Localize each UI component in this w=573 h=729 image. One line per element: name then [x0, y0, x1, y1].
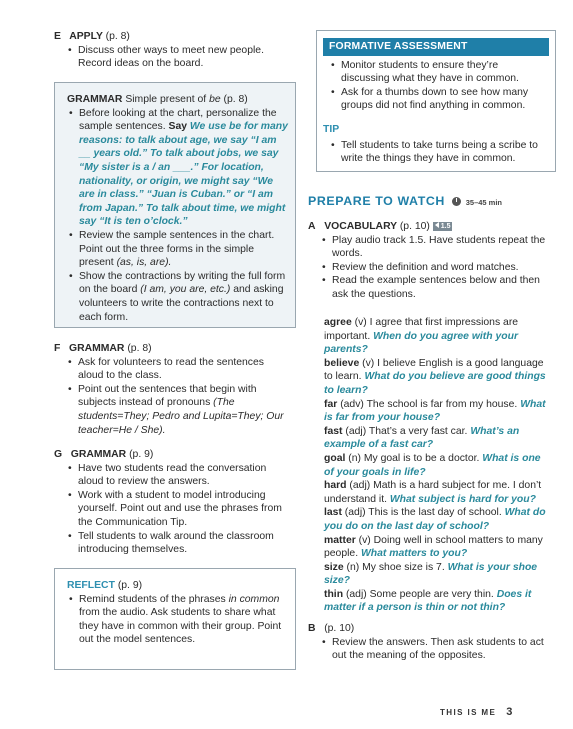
grammar-box-b3-text2: and asking volunteers to write the contractions next to each form. — [79, 284, 284, 323]
grammar-f-list — [54, 356, 290, 438]
tip-title: TIP — [323, 123, 340, 135]
vocab-word: hard — [324, 480, 347, 492]
vocab-pos: (adj) — [349, 480, 371, 492]
vocab-entry — [324, 425, 550, 452]
section-grammar-f — [54, 342, 290, 437]
grammar-box-subtitle: Simple present of — [125, 94, 207, 105]
list-item: • Ask for a thumbs down to see how many groups did not find anything in common. — [317, 86, 549, 113]
vocab-sentence: I believe English is a good language to learn. — [324, 357, 544, 383]
grammar-f-title: GRAMMAR — [69, 343, 125, 354]
grammar-box-b1-text: Before looking at the chart, personalize the sample sentences. — [79, 107, 277, 133]
vocab-sentence: Math is a hard subject for me. I don’t understand it. — [324, 480, 542, 505]
vocab-entry — [324, 534, 550, 561]
grammar-box-quote: We use be for many reasons: to talk about age, we say “I am __ years old.” To talk about jobs, we say “My sister is a / an ___.” For location, nationality, or origin, we might say “We are in class.” “Juan is Cuban.” or “I am from Japan.” To talk about time, we might say “It is ten o’clock.” — [79, 121, 288, 228]
list-item: • Tell students to walk around the classroom introducing themselves. — [54, 530, 290, 557]
vocab-word: size — [324, 561, 344, 573]
section-b — [308, 622, 554, 663]
vocab-sentence: My shoe size is 7. — [362, 561, 445, 573]
vocab-sentence: I agree that first impressions are important. — [324, 317, 519, 342]
section-vocabulary — [308, 220, 554, 302]
apply-page: (p. 8) — [105, 31, 130, 42]
vocab-word: thin — [324, 588, 344, 600]
vocab-word: agree — [324, 317, 352, 328]
vocab-letter: A — [308, 221, 316, 232]
vocab-sentence: That’s a very fast car. — [368, 425, 468, 437]
vocab-pos: (v) — [358, 534, 371, 546]
vocab-title: VOCABULARY — [324, 221, 397, 232]
vocab-question: Does it matter if a person is thin or not thin? — [324, 588, 532, 614]
vocab-entry — [324, 452, 550, 479]
grammar-f-b2-italic: (The students=They; Pedro and Lupita=They; Our teacher=He / She). — [78, 397, 284, 436]
vocab-pos: (adj) — [344, 507, 366, 519]
apply-letter: E — [54, 31, 61, 42]
vocab-sentence: Doing well in school matters to many people. — [324, 534, 543, 560]
b-letter: B — [308, 623, 316, 634]
vocab-pos: (adj) — [345, 588, 367, 600]
b-page: (p. 10) — [324, 623, 355, 634]
vocab-question: What is one of your goals in life? — [324, 452, 541, 478]
grammar-box-b2-text: Review the sample sentences in the chart. Point out the three forms in the simple present — [79, 229, 275, 269]
list-item — [55, 593, 289, 647]
list-item: • Read the example sentences below and then ask the questions. — [308, 274, 554, 301]
grammar-box-heading — [67, 93, 289, 107]
list-item: • Monitor students to ensure they’re discussing what they have in common. — [317, 59, 549, 86]
grammar-box-title: GRAMMAR — [67, 94, 123, 105]
vocab-word: fast — [324, 425, 343, 437]
formative-box — [316, 30, 556, 172]
grammar-g-letter: G — [54, 449, 63, 460]
footer-book-title: THIS IS ME — [440, 708, 497, 717]
vocab-word: goal — [324, 452, 346, 464]
b-list — [308, 636, 554, 663]
list-item — [55, 270, 289, 324]
formative-list — [317, 59, 549, 113]
list-item — [54, 383, 290, 437]
section-grammar-g — [54, 448, 290, 557]
grammar-box-b3-text: Show the contractions by writing the full form on the board — [79, 270, 286, 296]
grammar-g-list — [54, 462, 290, 557]
reflect-box — [54, 568, 296, 670]
reflect-page: (p. 9) — [117, 580, 143, 591]
vocab-heading — [308, 220, 554, 234]
vocab-entry — [324, 479, 550, 506]
vocab-list — [308, 234, 554, 302]
grammar-g-heading — [54, 448, 290, 462]
vocab-entry — [324, 506, 550, 533]
grammar-f-b2-text: Point out the sentences that begin with subjects instead of pronouns — [78, 383, 257, 409]
vocab-entries — [324, 316, 550, 615]
vocab-question: What do you do on the last day of school? — [324, 507, 546, 532]
formative-title: FORMATIVE ASSESSMENT — [323, 38, 549, 56]
clock-icon — [452, 197, 461, 206]
reflect-title: REFLECT — [67, 580, 115, 591]
vocab-question: What is your shoe size? — [324, 561, 538, 587]
list-item: • Have two students read the conversation aloud to review the answers. — [54, 462, 290, 489]
list-item: • Work with a student to model introducing yourself. Point out and use the phrases from the Communication Tip. — [54, 489, 290, 530]
list-item: • Discuss other ways to meet new people. Record ideas on the board. — [54, 44, 290, 71]
grammar-box-subtitle-italic: be — [209, 94, 221, 105]
vocab-pos: (adj) — [345, 425, 367, 437]
section-apply — [54, 30, 290, 71]
vocab-word: believe — [324, 357, 360, 369]
prepare-time: 35–45 min — [465, 198, 503, 207]
vocab-sentence: Some people are very thin. — [369, 588, 494, 600]
page-footer — [440, 706, 512, 720]
vocab-entry — [324, 316, 550, 357]
grammar-box — [54, 82, 296, 328]
list-item: • Review the definition and word matches. — [308, 261, 554, 275]
tip-list — [317, 139, 549, 166]
vocab-word: far — [324, 398, 338, 410]
audio-track-number: 1.5 — [440, 223, 451, 230]
reflect-heading — [67, 579, 289, 593]
vocab-pos: (n) — [346, 561, 360, 573]
list-item: • Review the answers. Then ask students to act out the meaning of the opposites. — [308, 636, 554, 663]
grammar-f-page: (p. 8) — [127, 343, 152, 354]
grammar-box-list — [55, 107, 289, 325]
apply-title: APPLY — [69, 31, 103, 42]
vocab-pos: (n) — [348, 452, 361, 464]
vocab-question: What subject is hard for you? — [389, 493, 536, 505]
list-item: • Play audio track 1.5. Have students repeat the words. — [308, 234, 554, 261]
vocab-word: matter — [324, 534, 356, 546]
grammar-box-b2-italic: (as, is, are). — [116, 257, 172, 269]
prepare-heading — [308, 195, 558, 210]
vocab-pos: (v) — [354, 317, 367, 328]
list-item: • Ask for volunteers to read the sentences aloud to the class. — [54, 356, 290, 383]
vocab-sentence: My goal is to be a doctor. — [363, 452, 480, 464]
grammar-box-page: (p. 8) — [223, 94, 248, 105]
vocab-pos: (adv) — [340, 398, 364, 410]
b-heading — [308, 622, 554, 636]
reflect-b1-italic: in common — [228, 593, 280, 605]
audio-track-badge[interactable] — [433, 222, 453, 231]
vocab-question: What’s an example of a fast car? — [324, 425, 520, 451]
vocab-sentence: This is the last day of school. — [368, 507, 502, 519]
vocab-question: What is far from your house? — [324, 398, 546, 424]
grammar-g-page: (p. 9) — [129, 449, 154, 460]
list-item — [55, 229, 289, 270]
vocab-entry — [324, 588, 550, 615]
list-item — [55, 107, 289, 229]
reflect-list — [55, 593, 289, 647]
footer-page-number: 3 — [506, 706, 513, 718]
vocab-question: When do you agree with your parents? — [324, 330, 518, 356]
vocab-pos: (v) — [362, 357, 375, 369]
vocab-question: What do you believe are good things to learn? — [324, 371, 546, 396]
vocab-entry — [324, 561, 550, 588]
list-item: • Tell students to take turns being a scribe to write the things they have in common. — [317, 139, 549, 166]
grammar-box-b3-italic: (I am, you are, etc.) — [140, 284, 231, 296]
reflect-b1-text: Remind students of the phrases — [79, 593, 226, 605]
vocab-question: What matters to you? — [360, 548, 468, 560]
speaker-icon — [435, 222, 439, 228]
grammar-g-title: GRAMMAR — [70, 449, 127, 460]
vocab-entry — [324, 398, 550, 425]
vocab-page: (p. 10) — [399, 221, 430, 232]
apply-heading — [54, 30, 290, 44]
vocab-word: last — [324, 507, 342, 519]
grammar-f-letter: F — [54, 343, 61, 354]
grammar-f-heading — [54, 342, 290, 356]
vocab-entry — [324, 357, 550, 398]
prepare-title: PREPARE TO WATCH — [308, 194, 445, 208]
vocab-sentence: The school is far from my house. — [366, 398, 518, 410]
apply-list — [54, 44, 290, 71]
reflect-b1-text2: from the audio. Ask students to share what they have in common with their group. Point out the model sentences. — [79, 607, 282, 646]
grammar-box-say: Say — [168, 121, 188, 133]
